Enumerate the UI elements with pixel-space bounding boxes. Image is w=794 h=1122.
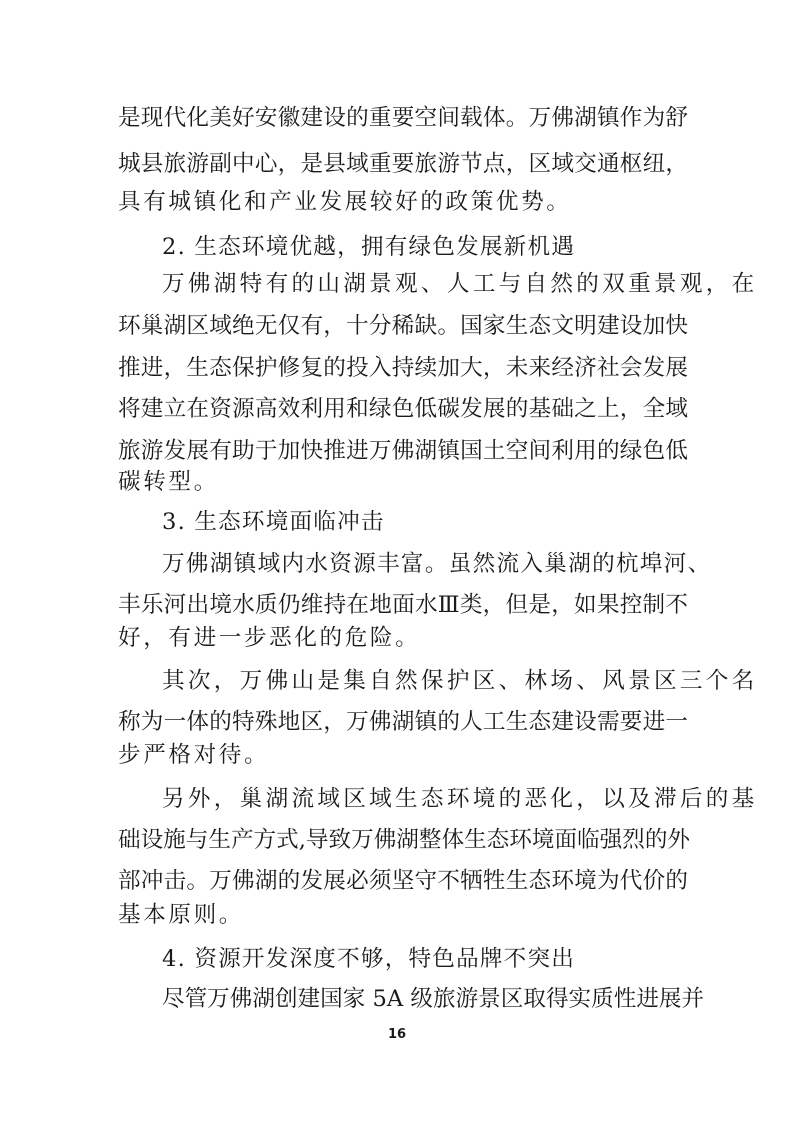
paragraph-line: 环巢湖区域绝无仅有，十分稀缺。国家生态文明建设加快: [118, 313, 688, 339]
paragraph-line: 丰乐河出境水质仍维持在地面水Ⅲ类，但是，如果控制不: [118, 592, 688, 618]
paragraph-line: 是现代化美好安徽建设的重要空间载体。万佛湖镇作为舒: [118, 105, 688, 131]
paragraph-line: 万佛湖特有的山湖景观、人工与自然的双重景观，在: [162, 271, 758, 297]
paragraph-line: 好，有进一步恶化的危险。: [118, 625, 421, 651]
page-number: 16: [387, 1027, 407, 1042]
paragraph-line: 推进，生态保护修复的投入持续加大，未来经济社会发展: [118, 355, 688, 381]
paragraph-line: 其次，万佛山是集自然保护区、林场、风景区三个名: [162, 668, 758, 694]
paragraph-line: 万佛湖镇域内水资源丰富。虽然流入巢湖的杭埠河、: [162, 551, 712, 577]
paragraph-line: 步严格对待。: [118, 742, 270, 768]
paragraph-line: 另外，巢湖流域区域生态环境的恶化，以及滞后的基: [162, 786, 758, 812]
section-heading: 2. 生态环境优越，拥有绿色发展新机遇: [162, 234, 576, 260]
paragraph-line: 具有城镇化和产业发展较好的政策优势。: [118, 189, 572, 215]
paragraph-line: 碳转型。: [118, 469, 219, 495]
section-heading: 4. 资源开发深度不够，特色品牌不突出: [162, 946, 576, 972]
paragraph-line: 尽管万佛湖创建国家 5A 级旅游景区取得实质性进展并: [162, 986, 705, 1012]
paragraph-line: 称为一体的特殊地区，万佛湖镇的人工生态建设需要进一: [118, 709, 688, 735]
paragraph-line: 将建立在资源高效利用和绿色低碳发展的基础之上，全域: [118, 396, 688, 422]
paragraph-line: 城县旅游副中心，是县域重要旅游节点，区域交通枢纽，: [118, 151, 688, 177]
paragraph-line: 基本原则。: [118, 902, 244, 928]
paragraph-line: 部冲击。万佛湖的发展必须坚守不牺牲生态环境为代价的: [118, 868, 688, 894]
section-heading: 3. 生态环境面临冲击: [162, 509, 385, 535]
paragraph-line: 础设施与生产方式,导致万佛湖整体生态环境面临强烈的外: [118, 827, 691, 853]
paragraph-line: 旅游发展有助于加快推进万佛湖镇国土空间利用的绿色低: [118, 438, 688, 464]
